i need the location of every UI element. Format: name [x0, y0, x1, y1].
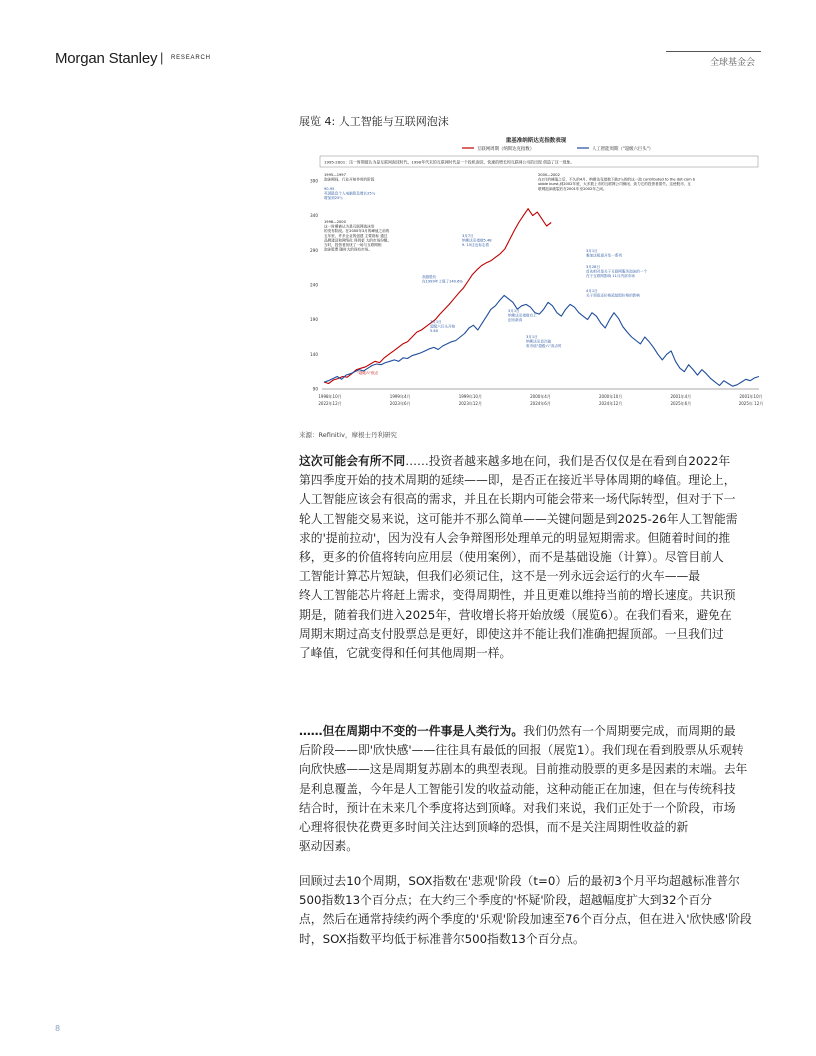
chart-banner: 1995-2001：这一时期被认为是互联网泡沫时代，1990年代末的互联网时代是一个投机泡沫，快速的增长和互联网公司的出现 创造了这一现象。: [324, 159, 575, 165]
paragraph-line: 第四季度开始的技术周期的延续——即，是否正在接近半导体周期的峰值。理论上，: [299, 473, 736, 488]
chart-svg: [310, 134, 764, 416]
legend-label: 互联网周期（纳斯达克指数）: [477, 146, 535, 152]
chart-annotation: 3月1日纳斯达克首次破收市值"超级六"高点时: [526, 335, 562, 349]
paragraph-line: 周期末期过高支付股票总是更好，即使这并不能让我们准确把握顶部。一旦我们过: [299, 626, 724, 641]
paragraph-line: 心理将很快花费更多时间关注达到顶峰的恐惧，而不是关注周期性收益的新: [299, 820, 689, 835]
paragraph-2-line-1: ……但在周期中不变的一件事是人类行为。我们仍然有一个周期要完成，而周期的最: [299, 724, 736, 738]
x-tick-label: 2024年6月: [530, 401, 551, 406]
paragraph-line: 时，SOX指数平均低于标准普尔500指数13个百分点。: [299, 931, 585, 946]
x-tick-label: 1998年10月: [318, 394, 342, 399]
chart-annotation: 4月1日关于到底还价格延续股价格的影响: [586, 289, 640, 298]
paragraph-line: 是利息覆盖，今年是人工智能引发的收益动能，这种动能正在加速，但在与传统科技: [299, 781, 736, 796]
exhibit-title-text: 人工智能与互联网泡沫: [338, 115, 449, 128]
y-tick-label: 290: [310, 247, 318, 253]
y-tick-label: 90: [312, 386, 318, 392]
x-tick-label: 2025年 12月: [738, 401, 764, 406]
chart-annotation: 1998—2000 这一时期被认为是互联网泡沫形的发布阶段。在2000年3月的峰值之前的五年里，许多企业的创建 主要指标 通过品牌建设和网络化 得到更 大的市场份额。当时，投资者担忧了一场与互联网相泡沫股票 随时大的现有市场。: [324, 220, 391, 252]
x-tick-label: 1999年10月: [458, 394, 482, 399]
paragraph-line: 工智能计算芯片短缺，但我们必须记住，这不是一列永远会运行的火车——最: [299, 569, 701, 584]
paragraph-2-lead: ……但在周期中不变的一件事是人类行为。: [299, 724, 524, 738]
chart-annotation: 高级股价在1999年上涨了140.6%: [422, 275, 463, 284]
paragraph-line: 后阶段——即'欣快感'——往往具有最低的回报（展览1）。我们现在看到股票从乐观转: [299, 743, 744, 758]
paragraph-3: [299, 872, 759, 949]
exhibit-label: 展览 4:: [299, 115, 336, 128]
paragraph-line: 结合时，预计在未来几个季度将达到顶峰。对我们来说，我们正处于一个阶段，市场: [299, 800, 736, 815]
chart-annotation: 3月1日雅加达报道开发一系列: [586, 249, 622, 258]
chart-background: [312, 134, 761, 416]
y-tick-label: 340: [310, 213, 318, 219]
morgan-stanley-logo: Morgan Stanley: [55, 50, 158, 67]
paragraph-line: 500指数13个百分点；在大约三个季度的'怀疑'阶段，超越幅度扩大到32个百分: [299, 893, 712, 908]
paragraph-line: 回顾过去10个周期，SOX指数在'悲观'阶段（t=0）后的最初3个月平均超越标准普尔: [299, 874, 740, 888]
x-tick-label: 1999年4月: [389, 394, 411, 399]
chart-annotation: 3月7日纳斯达克指数5.48 9. 15这也标志着: [462, 234, 492, 248]
chart-annotation: 1995—1997 泡沫期间，行业开始作用的阶段: [324, 173, 375, 182]
paragraph-line: 终人工智能芯片将赶上需求，变得周期性，并且更难以维持当前的增长速度。共识预: [299, 588, 736, 603]
header-separator: |: [160, 50, 164, 65]
paragraph-line: 驱动因素。: [299, 839, 358, 854]
paragraph-2: [299, 722, 759, 856]
x-tick-label: 2025年6月: [670, 401, 692, 406]
paragraph-line: 期是，随着我们进入2025年，营收增长将开始放缓（展览6）。在我们看来，避免在: [299, 607, 732, 622]
x-tick-label: 2022年12月: [318, 401, 342, 406]
y-tick-label: 140: [310, 351, 318, 357]
paragraph-line: 了峰值，它就变得和任何其他周期一样。: [299, 646, 512, 661]
paragraph-line: 求的'提前拉动'，因为没有人会争辩图形处理单元的明显短期需求。但随着时间的推: [299, 530, 731, 545]
chart-annotation: 3月28日首先相对是关于互联网服务泡沫的一个在于互联网影响 11月内部市场: [586, 265, 648, 279]
x-tick-label: 2001年4月: [670, 394, 692, 399]
x-tick-label: 2024年12月: [599, 401, 623, 406]
section-label: 全球基金会: [710, 58, 756, 68]
paragraph-line: 移，更多的价值将转向应用层（使用案例），而不是基础设施（计算）。尽管目前人: [299, 550, 724, 565]
header-rule: [666, 51, 761, 52]
y-tick-label: 190: [310, 317, 318, 323]
paragraph-line: 轮人工智能交易来说，这可能并不那么简单——关键问题是到2025-26年人工智能需: [299, 511, 738, 526]
x-tick-label: 2001年10月: [739, 394, 763, 399]
exhibit-title: [299, 113, 449, 129]
paragraph-1-line-1: 这次可能会有所不同……投资者越来越多地在问，我们是否仅仅是在看到自2022年: [299, 454, 731, 468]
chart-annotation: "超级六"低点: [357, 371, 379, 375]
paragraph-1: [299, 452, 759, 663]
paragraph-1-lead: 这次可能会有所不同: [299, 454, 406, 468]
chart-annotation: 3月1日超级六巨头开始 5.60: [430, 320, 456, 334]
chart-annotation: 2000—2002 在2月的峰值之后，不久的4月，纳斯达克指数下跌2％的的这一泡 contributed to the dot-com b ubble burst,到2002年底，大多数上市的互联网公司倒闭，致力它的投资者损失。这使股市，互联网泡沫破裂后在2001年至2002年之间。: [538, 173, 696, 191]
x-tick-label: 2023年6月: [389, 401, 411, 406]
chart: [310, 134, 764, 416]
chart-annotation: 90-95 英国降息个人电脑股及增长25％增加到25％: [324, 187, 376, 201]
source-note: 来源：Refinitiv，摩根士丹利研究: [299, 431, 397, 439]
legend-label: 人工智能周期（"超级六巨头"）: [592, 146, 654, 152]
research-label: RESEARCH: [171, 55, 211, 61]
paragraph-line: 向欣快感——这是周期复苏剧本的典型表现。目前推动股票的更多是因素的末端。去年: [299, 762, 748, 777]
y-tick-label: 240: [310, 282, 318, 288]
x-tick-label: 2000年4月: [530, 394, 551, 399]
paragraph-line: 人工智能应该会有很高的需求，并且在长期内可能会带来一场代际转型，但对于下一: [299, 492, 736, 507]
chart-title: 重基准纳斯达克指数表现: [505, 138, 567, 144]
paragraph-line: 点，然后在通常持续约两个季度的'乐观'阶段加速至76个百分点，但在进入'欣快感'阶段: [299, 912, 752, 927]
chart-annotation: 3月1日纳斯达克指数自上创出新高: [508, 309, 537, 323]
x-tick-label: 2023年12月: [458, 401, 482, 406]
x-tick-label: 2000年10月: [599, 394, 623, 399]
y-tick-label: 390: [310, 178, 318, 184]
page-number: 8: [55, 1024, 61, 1033]
